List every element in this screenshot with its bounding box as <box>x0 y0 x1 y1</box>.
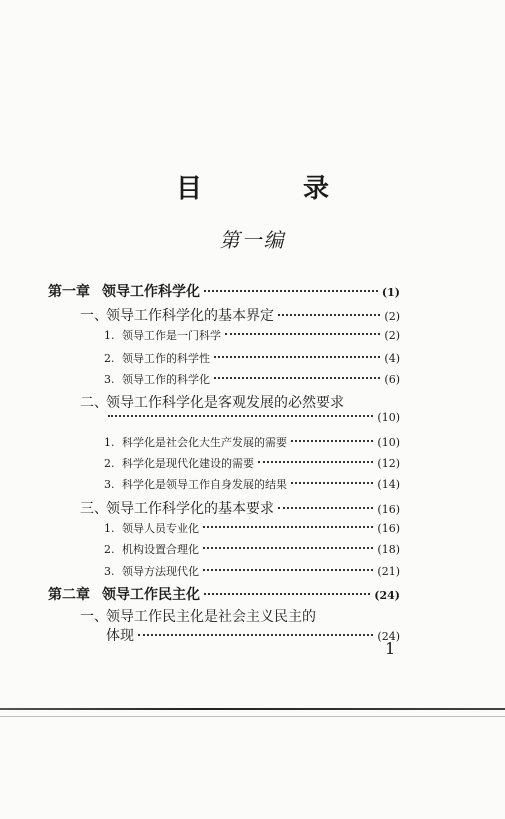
toc-entry-item <box>104 476 400 492</box>
toc-entry-label: 领导人员专业化 <box>122 522 199 535</box>
toc-entry-label: 体现 <box>106 628 134 644</box>
toc-entry-number: 一、 <box>80 609 108 625</box>
toc-entry-page: (6) <box>384 373 400 386</box>
toc-entry-cont <box>104 411 400 424</box>
toc-entry-number: 第二章 <box>48 587 90 603</box>
toc-entry-page: (1) <box>381 286 400 299</box>
toc-entry-page: (16) <box>377 522 400 535</box>
toc-leader-dots <box>204 593 370 595</box>
toc-entry-label: 领导工作科学化的基本界定 <box>106 308 274 324</box>
toc-entry-chapter <box>48 584 400 604</box>
toc-entry-label: 领导工作科学化是客观发展的必然要求 <box>106 395 344 411</box>
toc-entry-page: (16) <box>377 503 400 516</box>
toc-entry-page: (4) <box>384 352 400 365</box>
toc-entry-page: (14) <box>377 478 400 491</box>
toc-entry-label: 领导工作是一门科学 <box>122 329 221 342</box>
toc-entry-number: 三、 <box>80 501 108 517</box>
toc-entry-number: 2. <box>104 352 115 365</box>
toc-entry-number: 3. <box>104 565 115 578</box>
toc-entry-item <box>104 563 400 579</box>
toc-leader-dots <box>138 634 373 636</box>
toc-entry-number: 第一章 <box>48 284 90 300</box>
bottom-rule-faint <box>0 716 505 717</box>
toc-leader-dots <box>203 569 373 571</box>
toc-entry-number: 一、 <box>80 308 108 324</box>
toc-entry-page: (10) <box>377 436 400 449</box>
toc-entry-page: (18) <box>377 543 400 556</box>
toc-entry-item <box>104 327 400 343</box>
toc-entry-page: (2) <box>384 329 400 342</box>
toc-entry-section <box>80 606 400 626</box>
toc-entry-page: (24) <box>374 589 400 602</box>
toc-entry-number: 二、 <box>80 395 108 411</box>
toc-entry-label: 科学化是社会化大生产发展的需要 <box>122 436 287 449</box>
toc-entry-label: 领导工作民主化 <box>102 587 200 603</box>
toc-entry-section <box>80 392 400 412</box>
toc-entry-label: 机构设置合理化 <box>122 543 199 556</box>
toc-leader-dots <box>291 482 373 484</box>
toc-entry-item <box>104 371 400 387</box>
part-heading: 第一编 <box>219 228 286 252</box>
toc-entry-label: 领导工作的科学化 <box>122 373 210 386</box>
toc-entry-label: 领导工作的科学性 <box>122 352 210 365</box>
page-title: 目 录 <box>175 174 376 204</box>
toc-entry-item <box>104 541 400 557</box>
toc-entry-number: 1. <box>104 329 115 342</box>
toc-leader-dots <box>258 461 373 463</box>
toc-leader-dots <box>278 507 373 509</box>
toc-entry-number: 3. <box>104 478 115 491</box>
page-number: 1 <box>385 639 396 658</box>
toc-entry-item <box>104 455 400 471</box>
toc-entry-page: (10) <box>377 411 400 424</box>
toc-entry-label: 领导工作科学化 <box>102 284 200 300</box>
toc-entry-item <box>104 350 400 366</box>
toc-entry-number: 1. <box>104 522 115 535</box>
bottom-rule <box>0 708 505 710</box>
toc-leader-dots <box>291 440 373 442</box>
toc-entry-number: 2. <box>104 543 115 556</box>
toc-entry-page: (21) <box>377 565 400 578</box>
toc-entry-number: 2. <box>104 457 115 470</box>
toc-entry-label: 领导工作民主化是社会主义民主的 <box>106 609 316 625</box>
toc-leader-dots <box>108 415 373 417</box>
toc-entry-section <box>80 305 400 325</box>
toc-entry-number: 1. <box>104 436 115 449</box>
toc-leader-dots <box>214 377 380 379</box>
toc-entry-number: 3. <box>104 373 115 386</box>
toc-entry-label: 领导方法现代化 <box>122 565 199 578</box>
toc-leader-dots <box>204 290 378 292</box>
toc-leader-dots <box>278 314 380 316</box>
toc-entry-section <box>80 498 400 518</box>
toc-entry-cont2 <box>106 625 400 645</box>
toc-entry-label: 领导工作科学化的基本要求 <box>106 501 274 517</box>
toc-entry-label: 科学化是领导工作自身发展的结果 <box>122 478 287 491</box>
toc-leader-dots <box>203 547 373 549</box>
toc-entry-chapter <box>48 281 400 301</box>
toc-leader-dots <box>203 526 373 528</box>
toc-entry-item <box>104 520 400 536</box>
toc-entry-page: (12) <box>377 457 400 470</box>
toc-entry-page: (24) <box>377 630 400 643</box>
toc-leader-dots <box>225 333 380 335</box>
toc-entry-item <box>104 434 400 450</box>
toc-entry-label: 科学化是现代化建设的需要 <box>122 457 254 470</box>
toc-leader-dots <box>214 356 380 358</box>
toc-entry-page: (2) <box>384 310 400 323</box>
